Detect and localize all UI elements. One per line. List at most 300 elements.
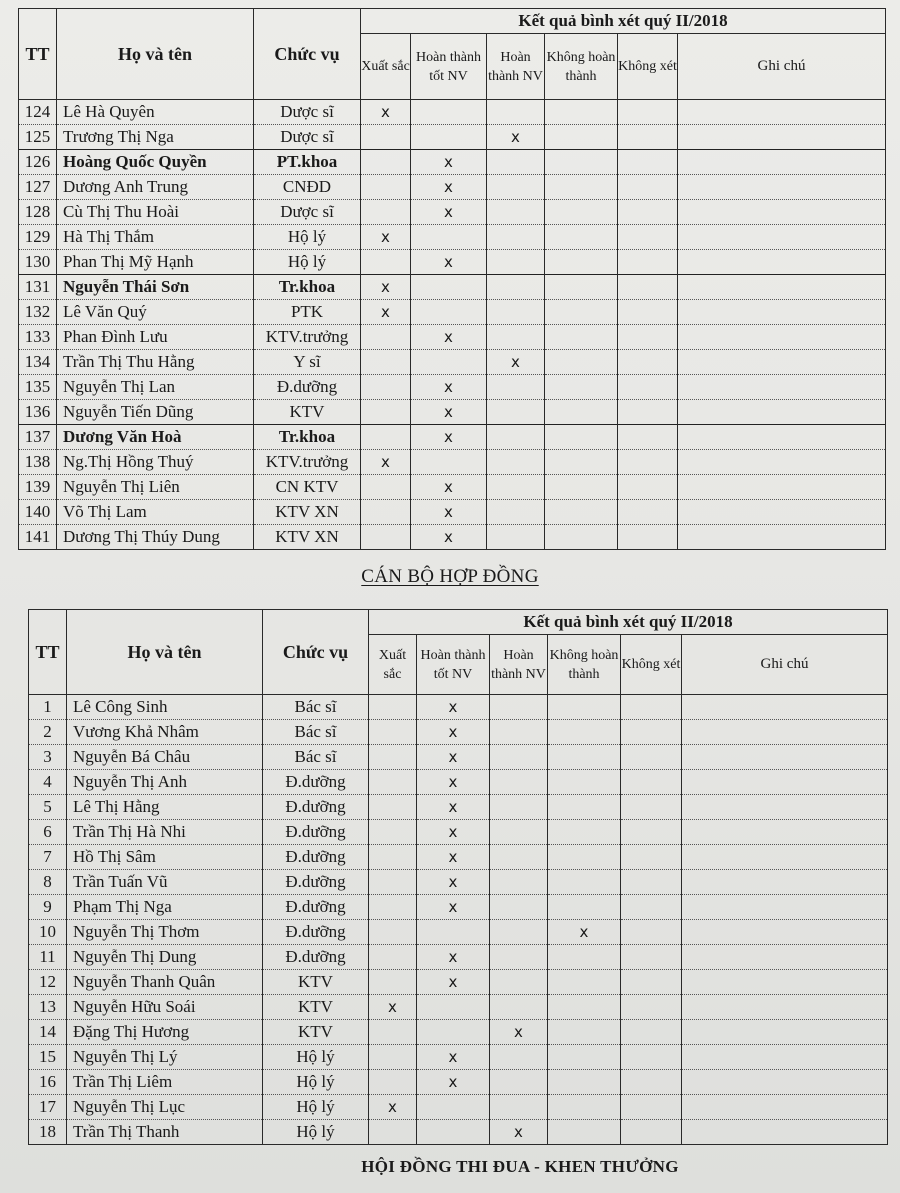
header-not-completed: Không hoàn thành: [548, 635, 621, 695]
employee-position: KTV.trưởng: [254, 450, 361, 475]
mark-completed: [487, 275, 545, 300]
row-number: 13: [29, 995, 67, 1020]
mark-completed: [490, 820, 548, 845]
employee-name: Nguyễn Tiến Dũng: [57, 400, 254, 425]
mark-excellent: [369, 770, 417, 795]
mark-completed: [490, 770, 548, 795]
row-number: 125: [19, 125, 57, 150]
mark-not-completed: [548, 870, 621, 895]
employee-position: Đ.dưỡng: [263, 870, 369, 895]
mark-completed-well: [411, 125, 487, 150]
employee-position: Hộ lý: [263, 1095, 369, 1120]
mark-completed: [490, 1095, 548, 1120]
mark-not-evaluated: [618, 225, 678, 250]
mark-completed: [487, 425, 545, 450]
employee-name: Nguyễn Thị Thơm: [67, 920, 263, 945]
mark-not-completed: [545, 450, 618, 475]
employee-name: Hoàng Quốc Quyền: [57, 150, 254, 175]
note-cell: [678, 500, 886, 525]
mark-not-evaluated: [618, 425, 678, 450]
header-tt: TT: [29, 610, 67, 695]
mark-completed-well: [417, 1120, 490, 1145]
mark-completed-well: [411, 450, 487, 475]
note-cell: [682, 695, 888, 720]
row-number: 2: [29, 720, 67, 745]
note-cell: [682, 1020, 888, 1045]
note-cell: [682, 1120, 888, 1145]
row-number: 4: [29, 770, 67, 795]
mark-completed-well: x: [417, 745, 490, 770]
mark-completed-well: [411, 275, 487, 300]
employee-position: Tr.khoa: [254, 425, 361, 450]
employee-position: Đ.dưỡng: [263, 820, 369, 845]
mark-not-evaluated: [621, 1120, 682, 1145]
note-cell: [682, 920, 888, 945]
mark-completed-well: x: [411, 250, 487, 275]
note-cell: [678, 275, 886, 300]
note-cell: [682, 895, 888, 920]
employee-name: Lê Hà Quyên: [57, 100, 254, 125]
mark-completed: [490, 745, 548, 770]
table-row: [19, 100, 886, 125]
mark-not-evaluated: [618, 275, 678, 300]
employee-position: PTK: [254, 300, 361, 325]
mark-completed-well: [411, 350, 487, 375]
mark-completed: [490, 895, 548, 920]
note-cell: [678, 450, 886, 475]
mark-excellent: x: [361, 225, 411, 250]
table-row: [19, 525, 886, 550]
mark-not-evaluated: [618, 175, 678, 200]
mark-not-completed: [548, 895, 621, 920]
table-row: [19, 275, 886, 300]
note-cell: [678, 175, 886, 200]
employee-position: PT.khoa: [254, 150, 361, 175]
table-row: [19, 350, 886, 375]
mark-completed: [487, 100, 545, 125]
note-cell: [682, 845, 888, 870]
mark-completed: [490, 870, 548, 895]
mark-completed: [490, 695, 548, 720]
note-cell: [682, 745, 888, 770]
mark-completed: x: [487, 125, 545, 150]
header-name: Họ và tên: [57, 9, 254, 100]
mark-not-evaluated: [618, 200, 678, 225]
header-result-group: Kết quả bình xét quý II/2018: [361, 9, 886, 34]
note-cell: [678, 425, 886, 450]
note-cell: [682, 770, 888, 795]
row-number: 3: [29, 745, 67, 770]
mark-completed: [487, 450, 545, 475]
employee-position: KTV: [263, 995, 369, 1020]
mark-excellent: [361, 250, 411, 275]
row-number: 15: [29, 1045, 67, 1070]
mark-completed-well: x: [411, 325, 487, 350]
note-cell: [678, 350, 886, 375]
mark-excellent: [361, 500, 411, 525]
table-row: [19, 500, 886, 525]
mark-excellent: [361, 475, 411, 500]
mark-not-evaluated: [618, 100, 678, 125]
mark-excellent: [369, 1020, 417, 1045]
row-number: 16: [29, 1070, 67, 1095]
mark-completed-well: x: [417, 945, 490, 970]
table-row: [29, 945, 888, 970]
mark-not-evaluated: [618, 150, 678, 175]
mark-not-completed: [548, 970, 621, 995]
mark-not-completed: [545, 200, 618, 225]
mark-not-completed: x: [548, 920, 621, 945]
header-not-evaluated: Không xét: [621, 635, 682, 695]
mark-completed-well: x: [411, 525, 487, 550]
employee-position: Hộ lý: [263, 1120, 369, 1145]
note-cell: [678, 475, 886, 500]
header-position: Chức vụ: [254, 9, 361, 100]
mark-completed: [487, 200, 545, 225]
mark-not-completed: [545, 325, 618, 350]
mark-completed-well: x: [417, 895, 490, 920]
mark-not-completed: [548, 695, 621, 720]
employee-position: Đ.dưỡng: [263, 895, 369, 920]
employee-position: KTV XN: [254, 525, 361, 550]
employee-position: Đ.dưỡng: [263, 845, 369, 870]
mark-completed-well: x: [417, 795, 490, 820]
mark-not-evaluated: [618, 525, 678, 550]
mark-excellent: [369, 745, 417, 770]
employee-name: Dương Thị Thúy Dung: [57, 525, 254, 550]
table-row: [29, 970, 888, 995]
note-cell: [682, 820, 888, 845]
note-cell: [682, 1095, 888, 1120]
row-number: 7: [29, 845, 67, 870]
mark-not-completed: [545, 175, 618, 200]
table-row: [29, 995, 888, 1020]
mark-excellent: x: [361, 300, 411, 325]
header-name: Họ và tên: [67, 610, 263, 695]
mark-not-completed: [545, 150, 618, 175]
note-cell: [678, 300, 886, 325]
mark-completed-well: [417, 995, 490, 1020]
note-cell: [678, 250, 886, 275]
employee-name: Nguyễn Thái Sơn: [57, 275, 254, 300]
row-number: 124: [19, 100, 57, 125]
mark-excellent: [369, 1120, 417, 1145]
row-number: 130: [19, 250, 57, 275]
employee-position: KTV: [263, 1020, 369, 1045]
mark-completed: [487, 325, 545, 350]
mark-completed: x: [490, 1020, 548, 1045]
employee-name: Lê Văn Quý: [57, 300, 254, 325]
mark-excellent: [369, 820, 417, 845]
note-cell: [682, 795, 888, 820]
mark-completed-well: x: [411, 500, 487, 525]
employee-position: Dược sĩ: [254, 125, 361, 150]
table-row: [29, 870, 888, 895]
note-cell: [678, 150, 886, 175]
note-cell: [682, 1070, 888, 1095]
mark-not-completed: [548, 845, 621, 870]
table-row: [29, 1020, 888, 1045]
note-cell: [678, 325, 886, 350]
mark-not-completed: [545, 300, 618, 325]
note-cell: [682, 970, 888, 995]
mark-completed-well: x: [411, 475, 487, 500]
header-excellent: Xuất sắc: [369, 635, 417, 695]
mark-excellent: [361, 200, 411, 225]
mark-not-evaluated: [621, 720, 682, 745]
header-position: Chức vụ: [263, 610, 369, 695]
mark-completed-well: x: [417, 1045, 490, 1070]
mark-not-completed: [548, 745, 621, 770]
table-row: [19, 375, 886, 400]
mark-not-completed: [545, 475, 618, 500]
mark-completed-well: x: [411, 425, 487, 450]
mark-not-completed: [548, 945, 621, 970]
table-row: [29, 745, 888, 770]
mark-completed-well: x: [417, 720, 490, 745]
header-completed: Hoàn thành NV: [490, 635, 548, 695]
employee-position: Dược sĩ: [254, 200, 361, 225]
mark-not-completed: [548, 795, 621, 820]
employee-position: KTV XN: [254, 500, 361, 525]
note-cell: [682, 945, 888, 970]
row-number: 131: [19, 275, 57, 300]
mark-not-completed: [545, 225, 618, 250]
mark-excellent: [369, 920, 417, 945]
note-cell: [678, 400, 886, 425]
mark-excellent: [361, 125, 411, 150]
mark-completed-well: x: [417, 1070, 490, 1095]
mark-completed: [490, 720, 548, 745]
employee-position: Hộ lý: [254, 250, 361, 275]
mark-completed: [490, 1070, 548, 1095]
table-row: [29, 720, 888, 745]
mark-not-completed: [545, 250, 618, 275]
employee-name: Trần Thị Thanh: [67, 1120, 263, 1145]
mark-excellent: [369, 895, 417, 920]
mark-not-evaluated: [621, 770, 682, 795]
row-number: 9: [29, 895, 67, 920]
row-number: 5: [29, 795, 67, 820]
row-number: 135: [19, 375, 57, 400]
mark-completed: [487, 375, 545, 400]
mark-not-completed: [548, 1045, 621, 1070]
mark-completed: [487, 250, 545, 275]
mark-not-evaluated: [621, 845, 682, 870]
mark-not-evaluated: [618, 500, 678, 525]
mark-not-evaluated: [621, 820, 682, 845]
employee-name: Nguyễn Bá Châu: [67, 745, 263, 770]
mark-completed: x: [490, 1120, 548, 1145]
mark-not-evaluated: [621, 870, 682, 895]
mark-excellent: [361, 150, 411, 175]
employee-name: Võ Thị Lam: [57, 500, 254, 525]
header-not-completed: Không hoàn thành: [545, 34, 618, 100]
mark-not-completed: [545, 400, 618, 425]
mark-not-evaluated: [621, 1045, 682, 1070]
mark-completed: x: [487, 350, 545, 375]
table-row: [29, 820, 888, 845]
row-number: 11: [29, 945, 67, 970]
mark-not-completed: [548, 1070, 621, 1095]
employee-position: Bác sĩ: [263, 695, 369, 720]
employee-name: Phan Đình Lưu: [57, 325, 254, 350]
mark-not-completed: [548, 720, 621, 745]
row-number: 10: [29, 920, 67, 945]
mark-not-evaluated: [621, 1095, 682, 1120]
employee-name: Phạm Thị Nga: [67, 895, 263, 920]
row-number: 8: [29, 870, 67, 895]
employee-position: CN KTV: [254, 475, 361, 500]
mark-completed: [490, 945, 548, 970]
employee-name: Hà Thị Thắm: [57, 225, 254, 250]
employee-name: Dương Văn Hoà: [57, 425, 254, 450]
mark-completed-well: [411, 300, 487, 325]
row-number: 136: [19, 400, 57, 425]
header-notes: Ghi chú: [682, 635, 888, 695]
employee-position: Y sĩ: [254, 350, 361, 375]
mark-not-evaluated: [618, 300, 678, 325]
mark-completed: [490, 795, 548, 820]
mark-completed: [487, 175, 545, 200]
employee-position: Đ.dưỡng: [254, 375, 361, 400]
table-row: [29, 1070, 888, 1095]
mark-excellent: [361, 400, 411, 425]
mark-completed-well: x: [417, 695, 490, 720]
note-cell: [682, 1045, 888, 1070]
row-number: 1: [29, 695, 67, 720]
mark-not-evaluated: [621, 1070, 682, 1095]
mark-not-evaluated: [618, 325, 678, 350]
table-row: [29, 1095, 888, 1120]
employee-name: Nguyễn Hữu Soái: [67, 995, 263, 1020]
employee-name: Đặng Thị Hương: [67, 1020, 263, 1045]
employee-name: Cù Thị Thu Hoài: [57, 200, 254, 225]
mark-excellent: [369, 720, 417, 745]
mark-excellent: x: [361, 275, 411, 300]
mark-excellent: [369, 945, 417, 970]
row-number: 18: [29, 1120, 67, 1145]
mark-excellent: [361, 175, 411, 200]
table-row: [19, 450, 886, 475]
table-row: [29, 895, 888, 920]
employee-position: Đ.dưỡng: [263, 945, 369, 970]
evaluation-table-contract: [28, 609, 888, 1145]
row-number: 129: [19, 225, 57, 250]
table-row: [29, 1045, 888, 1070]
mark-not-completed: [545, 350, 618, 375]
row-number: 128: [19, 200, 57, 225]
employee-position: Đ.dưỡng: [263, 795, 369, 820]
mark-completed-well: x: [417, 770, 490, 795]
mark-excellent: [369, 870, 417, 895]
table-row: [29, 1120, 888, 1145]
employee-name: Nguyễn Thị Dung: [67, 945, 263, 970]
table-row: [29, 845, 888, 870]
table-row: [29, 695, 888, 720]
mark-completed: [487, 475, 545, 500]
mark-excellent: [369, 1045, 417, 1070]
note-cell: [678, 225, 886, 250]
mark-completed: [490, 970, 548, 995]
note-cell: [678, 525, 886, 550]
mark-not-completed: [548, 1020, 621, 1045]
row-number: 134: [19, 350, 57, 375]
mark-excellent: [369, 970, 417, 995]
table-row: [29, 795, 888, 820]
mark-excellent: [361, 525, 411, 550]
header-result-group: Kết quả bình xét quý II/2018: [369, 610, 888, 635]
footer-council-title: HỘI ĐỒNG THI ĐUA - KHEN THƯỞNG: [361, 1157, 679, 1176]
mark-completed: [487, 150, 545, 175]
mark-excellent: [369, 845, 417, 870]
mark-excellent: x: [361, 450, 411, 475]
employee-name: Trần Thị Hà Nhi: [67, 820, 263, 845]
employee-position: KTV: [254, 400, 361, 425]
employee-name: Nguyễn Thanh Quân: [67, 970, 263, 995]
mark-completed: [490, 995, 548, 1020]
row-number: 17: [29, 1095, 67, 1120]
employee-name: Nguyễn Thị Lý: [67, 1045, 263, 1070]
mark-not-completed: [548, 1095, 621, 1120]
header-completed-well: Hoàn thành tốt NV: [411, 34, 487, 100]
employee-name: Trần Tuấn Vũ: [67, 870, 263, 895]
mark-completed-well: x: [411, 150, 487, 175]
mark-completed: [487, 225, 545, 250]
mark-excellent: [369, 795, 417, 820]
mark-completed-well: x: [417, 820, 490, 845]
mark-not-completed: [548, 995, 621, 1020]
mark-not-evaluated: [621, 795, 682, 820]
header-notes: Ghi chú: [678, 34, 886, 100]
row-number: 6: [29, 820, 67, 845]
table-row: [19, 250, 886, 275]
table-row: [19, 150, 886, 175]
employee-position: Đ.dưỡng: [263, 920, 369, 945]
employee-position: Bác sĩ: [263, 720, 369, 745]
mark-not-evaluated: [618, 400, 678, 425]
mark-not-evaluated: [621, 945, 682, 970]
employee-name: Dương Anh Trung: [57, 175, 254, 200]
note-cell: [682, 995, 888, 1020]
evaluation-table-staff: [18, 8, 886, 550]
mark-completed-well: [417, 920, 490, 945]
mark-not-evaluated: [618, 350, 678, 375]
employee-name: Lê Thị Hằng: [67, 795, 263, 820]
mark-excellent: x: [369, 995, 417, 1020]
table-row: [19, 300, 886, 325]
employee-name: Nguyễn Thị Lan: [57, 375, 254, 400]
mark-not-evaluated: [618, 125, 678, 150]
mark-not-completed: [548, 820, 621, 845]
table-row: [19, 425, 886, 450]
mark-completed: [490, 1045, 548, 1070]
mark-excellent: [361, 350, 411, 375]
row-number: 14: [29, 1020, 67, 1045]
header-completed: Hoàn thành NV: [487, 34, 545, 100]
employee-name: Hồ Thị Sâm: [67, 845, 263, 870]
table-row: [19, 225, 886, 250]
mark-excellent: [361, 425, 411, 450]
employee-position: Hộ lý: [263, 1070, 369, 1095]
employee-name: Trương Thị Nga: [57, 125, 254, 150]
employee-position: Hộ lý: [263, 1045, 369, 1070]
employee-position: Tr.khoa: [254, 275, 361, 300]
mark-completed: [490, 845, 548, 870]
header-not-evaluated: Không xét: [618, 34, 678, 100]
header-completed-well: Hoàn thành tốt NV: [417, 635, 490, 695]
employee-name: Nguyễn Thị Anh: [67, 770, 263, 795]
